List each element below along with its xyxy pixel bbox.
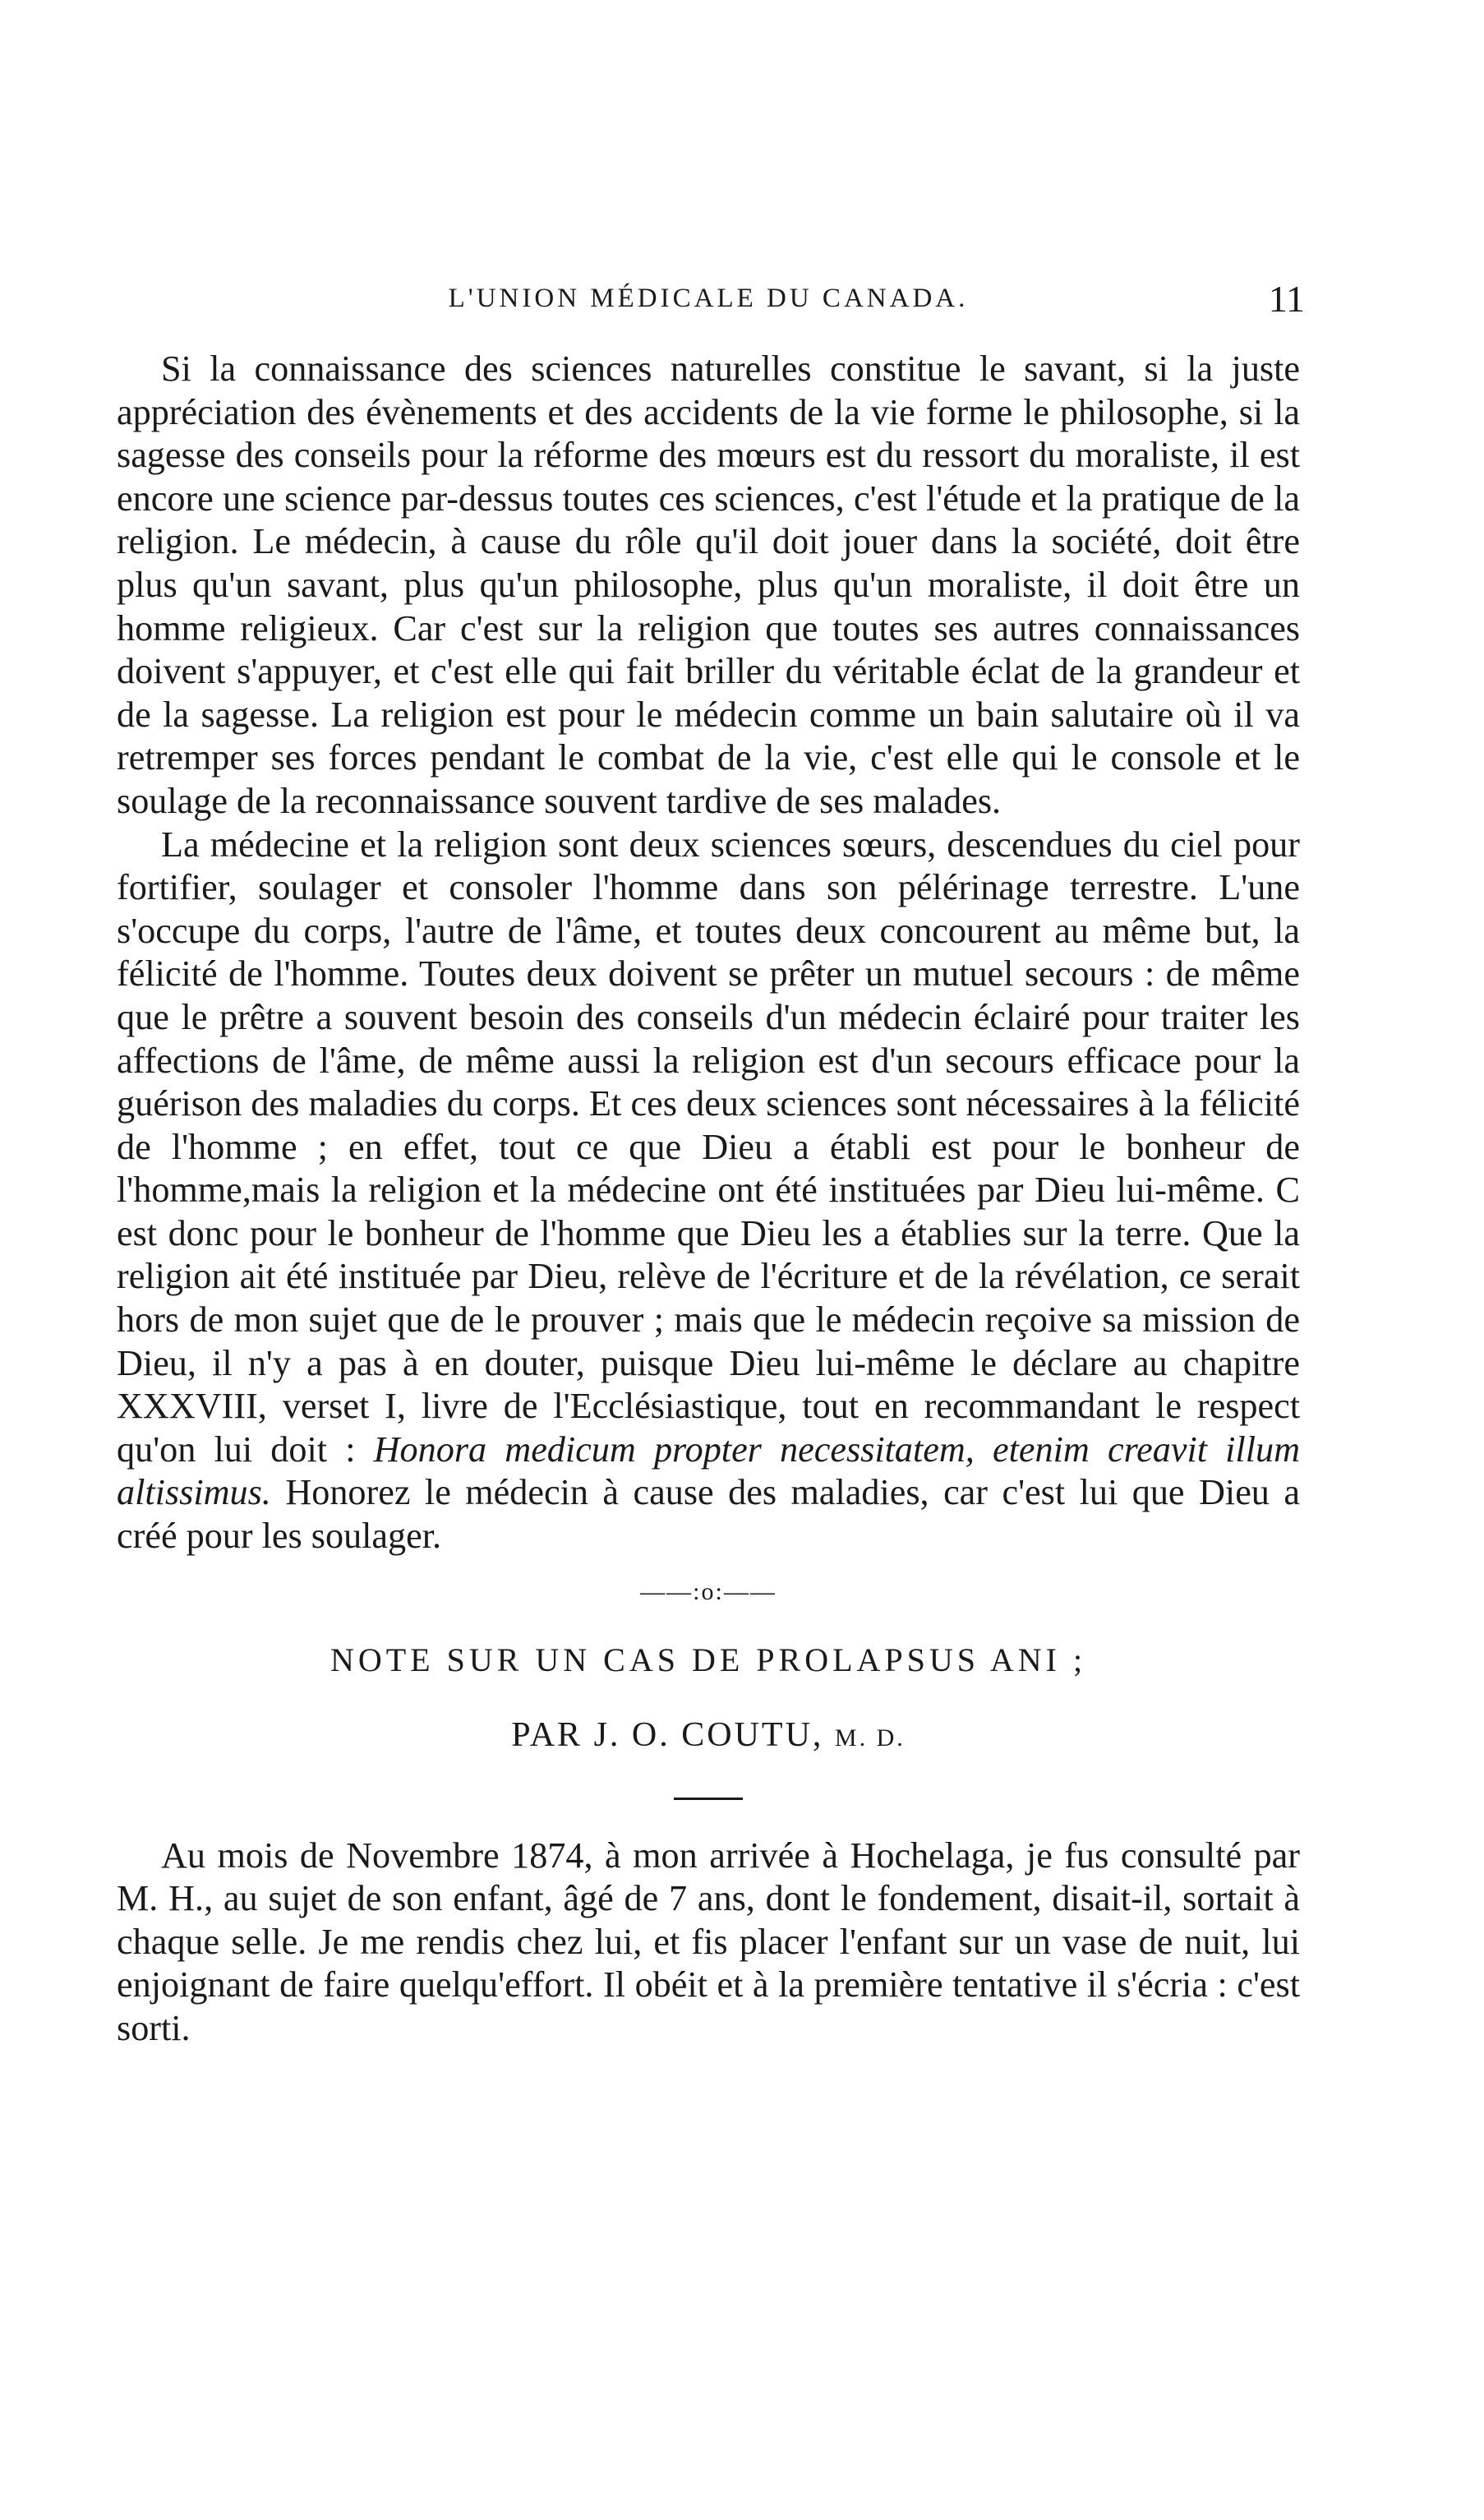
- article-title: NOTE SUR UN CAS DE PROLAPSUS ANI ;: [330, 1641, 1087, 1678]
- section-separator: ——:o:——: [640, 1577, 777, 1605]
- paragraph-religion-medecin: Si la connaissance des sciences naturelles constitue le savant, si la juste appréciation des évènements et des accidents de la vie forme le philosophe, si la sagesse des conseils pour la réforme des mœurs est du ressort du moraliste, il est encore une science par-dessus toutes ces sciences, c'est l'étude et la pratique de la religion. Le médecin, à cause du rôle qu'il doit jouer dans la société, doit être plus qu'un savant, plus qu'un philosophe, plus qu'un moraliste, il doit être un homme religieux. Car c'est sur la religion que toutes ses autres connaissances doivent s'appuyer, et c'est elle qui fait briller du véritable éclat de la grandeur et de la sagesse. La religion est pour le médecin comme un bain salutaire où il va retremper ses forces pendant le combat de la vie, c'est elle qui le console et le soulage de la reconnaissance souvent tardive de ses malades.: [117, 348, 1300, 821]
- byline-prefix: PAR: [511, 1715, 583, 1754]
- running-head: L'UNION MÉDICALE DU CANADA.: [448, 284, 969, 313]
- paragraph-case-report: Au mois de Novembre 1874, à mon arrivée à Hochelaga, je fus consulté par M. H., au sujet de son enfant, âgé de 7 ans, dont le fondement, disait-il, sortait à chaque selle. Je me rendis chez lui, et fis placer l'enfant sur un vase de nuit, lui enjoignant de faire quelqu'effort. Il obéit et à la première tentative il s'écria : c'est sorti.: [117, 1835, 1300, 2048]
- latin-quotation: Honora medicum propter necessitatem, etenim creavit illum altissimus.: [117, 1428, 1300, 1513]
- paragraph-sciences-soeurs: [117, 824, 1300, 1558]
- horizontal-rule: [674, 1798, 743, 1800]
- document-page: [117, 278, 1305, 2051]
- paragraph-text-end: Honorez le médecin à cause des maladies, car c'est lui que Dieu a créé pour les soulager.: [117, 1472, 1300, 1557]
- author-name: J. O. COUTU,: [593, 1715, 824, 1754]
- article-byline: [117, 1715, 1300, 1755]
- page-header: [117, 278, 1305, 333]
- page-number: 11: [1268, 278, 1305, 320]
- paragraph-text: La médecine et la religion sont deux sciences sœurs, descendues du ciel pour fortifier, soulager et consoler l'homme dans son pélérinage terrestre. L'une s'occupe du corps, l'autre de l'âme, et toutes deux concourent au même but, la félicité de l'homme. Toutes deux doivent se prêter un mutuel secours : de même que le prêtre a souvent besoin des conseils d'un médecin éclairé pour traiter les affections de l'âme, de même aussi la religion est d'un secours efficace pour la guérison des maladies du corps. Et ces deux sciences sont nécessaires à la félicité de l'homme ; en effet, tout ce que Dieu a établi est pour le bonheur de l'homme,mais la religion et la médecine ont été instituées par Dieu lui-même. C est donc pour le bonheur de l'homme que Dieu les a établies sur la terre. Que la religion ait été instituée par Dieu, relève de l'écriture et de la révélation, ce serait hors de mon sujet que de le prouver ; mais que le médecin reçoive sa mission de Dieu, il n'y a pas à en douter, puisque Dieu lui-même le déclare au chapitre XXXVIII, verset I, livre de l'Ecclésiastique, tout en recommandant le respect qu'on lui doit :: [117, 824, 1300, 1470]
- author-degree: M. D.: [834, 1724, 906, 1752]
